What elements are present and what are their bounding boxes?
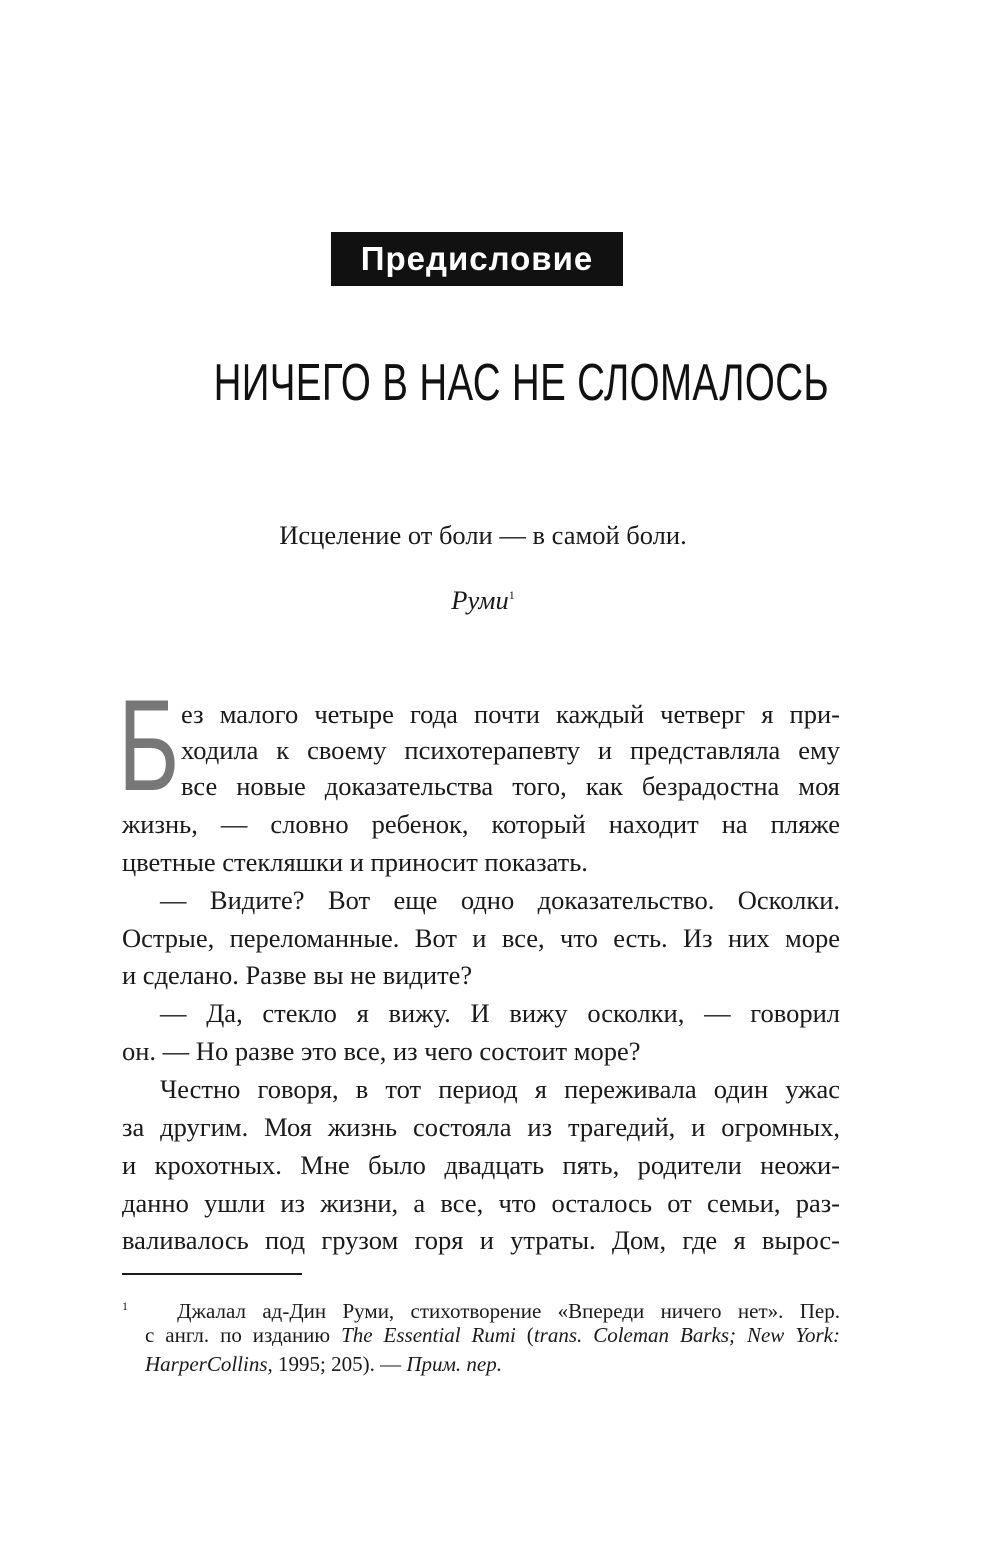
body-line: Острые, переломанные. Вот и все, что есть. Из них море [122, 923, 840, 953]
footnote-line [145, 1320, 840, 1350]
body-line: все новые доказательства того, как безрадостна моя [181, 771, 840, 801]
chapter-title: НИЧЕГО В НАС НЕ СЛОМАЛОСЬ [213, 354, 829, 412]
body-line: Честно говоря, в тот период я переживала один ужас [160, 1074, 840, 1104]
footnote-translator-note: Прим. пер. [406, 1352, 502, 1376]
epigraph-quote: Исцеление от боли — в самой боли. [279, 520, 687, 550]
footnote-translator: trans. Coleman Barks; New York: [533, 1323, 840, 1347]
body-line: за другим. Моя жизнь состояла из трагедий, и огромных, [122, 1112, 840, 1142]
footnote-book-title: The Essential Rumi [341, 1323, 516, 1347]
footnote-line [145, 1349, 840, 1379]
body-line: цветные стекляшки и приносит показать. [122, 847, 588, 877]
body-line: он. — Но разве это все, из чего состоит море? [122, 1036, 641, 1066]
epigraph-author-name: Руми [451, 584, 509, 615]
footnote-number: 1 [122, 1299, 128, 1313]
body-line: — Да, стекло я вижу. И вижу осколки, — говорил [160, 998, 840, 1028]
body-line: и крохотных. Мне было двадцать пять, родители неожи- [122, 1150, 840, 1180]
body-line: валивалось под грузом горя и утраты. Дом, где я вырос- [122, 1225, 840, 1255]
body-line: ез малого четыре года почти каждый четверг я при- [181, 699, 840, 729]
body-line: и сделано. Разве вы не видите? [122, 960, 473, 990]
epigraph [200, 513, 766, 622]
body-line: — Видите? Вот еще одно доказательство. Осколки. [160, 885, 840, 915]
footnote-text: ( [515, 1323, 534, 1347]
epigraph-author [200, 573, 766, 622]
drop-cap: Б [118, 672, 180, 818]
body-line: жизнь, — словно ребенок, который находит на пляже [122, 809, 840, 839]
footnote-text: , 1995; 205). — [267, 1352, 407, 1376]
footnote-text: с англ. по изданию [145, 1323, 342, 1347]
body-line: ходила к своему психотерапевту и представляла ему [181, 735, 840, 765]
footnote-reference: 1 [508, 588, 515, 602]
footnote-divider [122, 1273, 302, 1275]
body-line: данно ушли из жизни, а все, что осталось от семьи, раз- [122, 1188, 840, 1218]
footnote-publisher: HarperCollins [145, 1352, 268, 1376]
section-label: Предисловие [331, 232, 623, 286]
footnote-text: Джалал ад-Дин Руми, стихотворение «Впереди ничего нет». Пер. [177, 1299, 841, 1323]
